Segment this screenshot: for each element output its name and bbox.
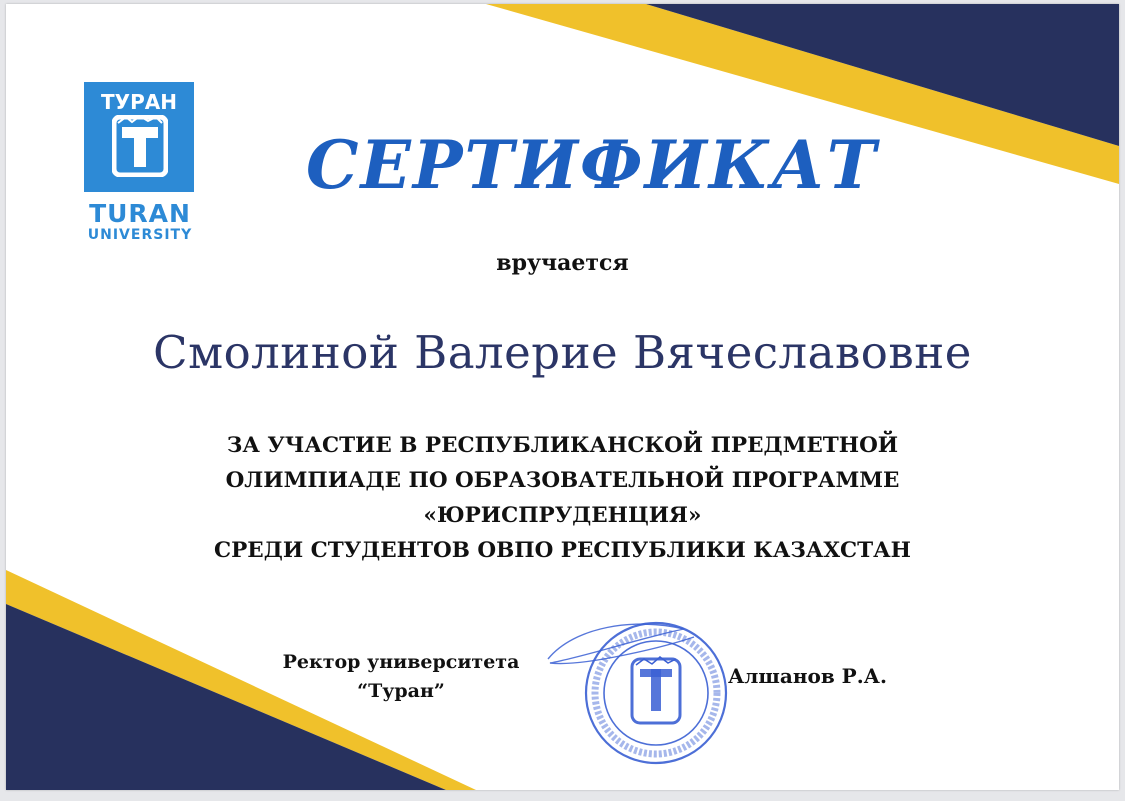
university-seal-icon xyxy=(544,607,734,767)
recipient-name: Смолиной Валерие Вячеславовне xyxy=(153,326,972,379)
top-right-navy-panel xyxy=(646,4,1119,146)
signer-name: Алшанов Р.А. xyxy=(728,664,887,688)
logo-mark-text: ТУРАН xyxy=(101,90,177,114)
logo-mark xyxy=(84,82,194,192)
rector-line-2: “Туран” xyxy=(357,680,445,702)
logo-name: TURAN xyxy=(89,199,191,228)
awarded-to-label: вручается xyxy=(496,250,629,276)
reason-line-4: СРЕДИ СТУДЕНТОВ ОВПО РЕСПУБЛИКИ КАЗАХСТАН xyxy=(214,538,911,563)
rector-line-1: Ректор университета xyxy=(282,651,520,673)
rector-title xyxy=(256,648,546,706)
logo-subtitle: UNIVERSITY xyxy=(87,227,193,243)
logo-t-icon xyxy=(112,115,168,177)
award-reason xyxy=(6,428,1119,568)
reason-line-1: ЗА УЧАСТИЕ В РЕСПУБЛИКАНСКОЙ ПРЕДМЕТНОЙ xyxy=(226,433,899,458)
reason-line-2: ОЛИМПИАДЕ ПО ОБРАЗОВАТЕЛЬНОЙ ПРОГРАММЕ xyxy=(225,468,900,493)
certificate-sheet xyxy=(6,4,1119,790)
reason-line-3: «ЮРИСПРУДЕНЦИЯ» xyxy=(423,503,702,528)
university-logo xyxy=(84,82,196,243)
certificate-title: СЕРТИФИКАТ xyxy=(306,126,878,204)
